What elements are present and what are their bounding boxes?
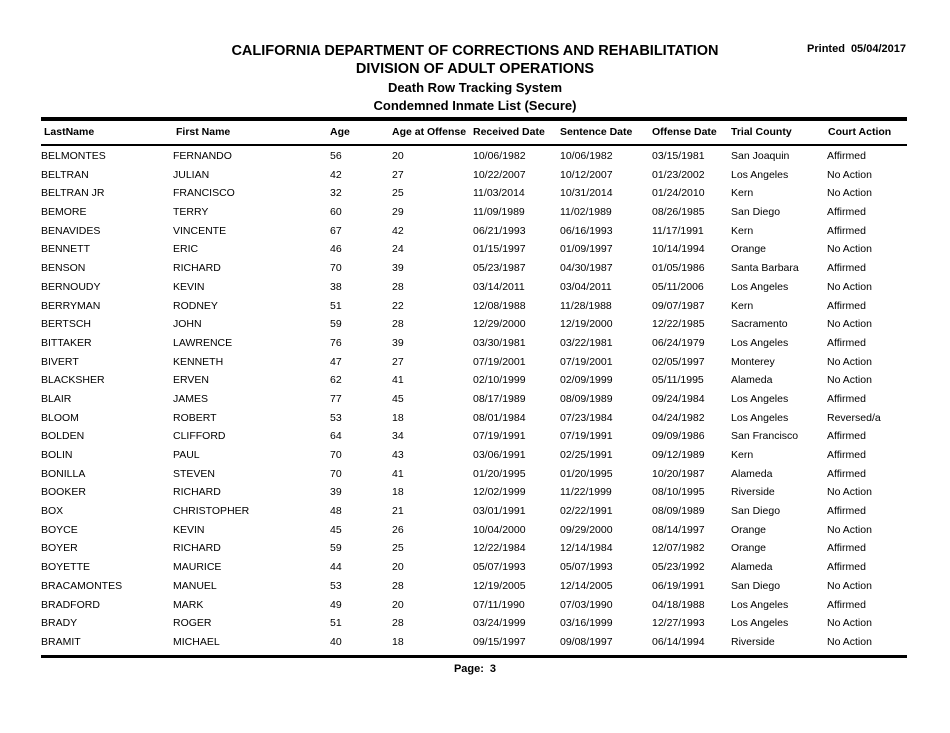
page-number-value: 3 — [489, 663, 497, 675]
table-row — [0, 167, 950, 186]
cell-age: 51 — [330, 617, 342, 630]
cell-received-date: 05/07/1993 — [473, 561, 526, 574]
cell-offense-date: 12/22/1985 — [652, 318, 705, 331]
cell-court-action: Affirmed — [827, 150, 866, 162]
cell-age: 67 — [330, 224, 342, 237]
cell-received-date: 12/22/1984 — [473, 542, 526, 555]
cell-court-action: Affirmed — [827, 561, 866, 574]
cell-first-name: RICHARD — [173, 542, 221, 555]
cell-first-name: ROGER — [173, 617, 212, 630]
cell-age-at-offense: 25 — [392, 542, 404, 555]
cell-age: 40 — [330, 635, 342, 648]
cell-offense-date: 08/14/1997 — [652, 523, 705, 536]
cell-age-at-offense: 18 — [392, 635, 404, 648]
cell-last-name: BLACKSHER — [41, 374, 105, 387]
cell-age-at-offense: 27 — [392, 168, 404, 181]
table-row — [0, 279, 950, 298]
cell-age-at-offense: 26 — [392, 523, 404, 536]
cell-trial-county: San Diego — [731, 206, 781, 219]
table-row — [0, 634, 950, 653]
column-header-trial-county: Trial County — [731, 126, 792, 138]
cell-last-name: BRACAMONTES — [41, 579, 123, 592]
cell-last-name: BERTSCH — [41, 318, 91, 331]
cell-last-name: BERRYMAN — [41, 299, 101, 312]
cell-age-at-offense: 25 — [392, 187, 404, 200]
cell-first-name: CHRISTOPHER — [173, 505, 250, 518]
cell-sentence-date: 05/07/1993 — [560, 561, 613, 574]
cell-court-action: Affirmed — [827, 336, 866, 349]
cell-first-name: KEVIN — [173, 523, 205, 536]
cell-offense-date: 09/09/1986 — [652, 430, 705, 443]
cell-last-name: BOOKER — [41, 486, 86, 499]
cell-sentence-date: 01/20/1995 — [560, 467, 613, 480]
report-name: Condemned Inmate List (Secure) — [373, 98, 577, 113]
table-row — [0, 148, 950, 167]
cell-court-action: No Action — [827, 635, 872, 648]
cell-received-date: 03/24/1999 — [473, 617, 526, 630]
cell-age: 51 — [330, 299, 342, 312]
cell-sentence-date: 10/31/2014 — [560, 187, 613, 200]
cell-age: 70 — [330, 449, 342, 461]
cell-sentence-date: 01/09/1997 — [560, 243, 613, 256]
cell-age: 38 — [330, 280, 342, 293]
cell-offense-date: 09/07/1987 — [652, 299, 705, 312]
cell-offense-date: 08/26/1985 — [652, 206, 705, 219]
table-row — [0, 503, 950, 522]
cell-age-at-offense: 29 — [392, 206, 404, 219]
cell-offense-date: 12/27/1993 — [652, 617, 705, 630]
cell-age-at-offense: 21 — [392, 505, 404, 518]
cell-age: 44 — [330, 561, 342, 574]
cell-received-date: 12/19/2005 — [473, 579, 526, 592]
cell-received-date: 06/21/1993 — [473, 224, 526, 237]
cell-received-date: 02/10/1999 — [473, 374, 526, 387]
cell-age: 39 — [330, 486, 342, 499]
cell-court-action: No Action — [827, 617, 872, 630]
cell-sentence-date: 07/19/1991 — [560, 430, 613, 443]
cell-received-date: 03/14/2011 — [473, 280, 525, 293]
cell-trial-county: Riverside — [731, 635, 775, 648]
cell-offense-date: 02/05/1997 — [652, 355, 705, 368]
cell-court-action: Affirmed — [827, 598, 866, 611]
cell-age-at-offense: 27 — [392, 355, 404, 368]
cell-sentence-date: 08/09/1989 — [560, 392, 613, 405]
column-header-sentence-date: Sentence Date — [560, 126, 633, 138]
cell-last-name: BENAVIDES — [41, 224, 101, 237]
cell-trial-county: Kern — [731, 187, 754, 200]
cell-sentence-date: 12/19/2000 — [560, 318, 613, 331]
cell-court-action: Affirmed — [827, 505, 866, 518]
cell-court-action: Affirmed — [827, 206, 866, 219]
cell-court-action: Affirmed — [827, 449, 866, 461]
cell-age-at-offense: 28 — [392, 579, 404, 592]
cell-court-action: No Action — [827, 187, 872, 200]
cell-received-date: 01/20/1995 — [473, 467, 526, 480]
cell-age-at-offense: 20 — [392, 561, 404, 574]
cell-last-name: BENSON — [41, 262, 86, 275]
cell-last-name: BRADY — [41, 617, 78, 630]
cell-court-action: No Action — [827, 374, 872, 387]
inmate-table-body — [0, 148, 950, 653]
cell-age-at-offense: 41 — [392, 467, 404, 480]
cell-age: 59 — [330, 542, 342, 555]
cell-received-date: 10/04/2000 — [473, 523, 526, 536]
cell-received-date: 10/06/1982 — [473, 150, 526, 162]
cell-first-name: STEVEN — [173, 467, 216, 480]
cell-court-action: Affirmed — [827, 542, 866, 555]
cell-first-name: RICHARD — [173, 262, 221, 275]
cell-offense-date: 05/11/1995 — [652, 374, 704, 387]
table-row — [0, 410, 950, 429]
cell-last-name: BERNOUDY — [41, 280, 101, 293]
cell-age-at-offense: 22 — [392, 299, 404, 312]
cell-age: 45 — [330, 523, 342, 536]
cell-age-at-offense: 20 — [392, 598, 404, 611]
cell-trial-county: Riverside — [731, 486, 775, 499]
cell-age: 64 — [330, 430, 342, 443]
cell-last-name: BOYER — [41, 542, 78, 555]
cell-first-name: JAMES — [173, 392, 209, 405]
cell-last-name: BELTRAN JR — [41, 187, 105, 200]
report-title-department: CALIFORNIA DEPARTMENT OF CORRECTIONS AND REHABILITATION — [231, 43, 719, 59]
cell-sentence-date: 10/12/2007 — [560, 168, 613, 181]
cell-court-action: Affirmed — [827, 467, 866, 480]
cell-age: 46 — [330, 243, 342, 256]
cell-offense-date: 08/09/1989 — [652, 505, 705, 518]
cell-first-name: RICHARD — [173, 486, 221, 499]
cell-first-name: FERNANDO — [173, 150, 232, 162]
cell-age-at-offense: 43 — [392, 449, 404, 461]
cell-offense-date: 06/24/1979 — [652, 336, 705, 349]
cell-received-date: 09/15/1997 — [473, 635, 526, 648]
page-label: Page: — [453, 663, 484, 675]
cell-offense-date: 01/23/2002 — [652, 168, 705, 181]
column-header-offense-date: Offense Date — [652, 126, 717, 138]
cell-age-at-offense: 41 — [392, 374, 404, 387]
cell-sentence-date: 02/09/1999 — [560, 374, 613, 387]
cell-last-name: BEMORE — [41, 206, 87, 219]
cell-trial-county: Orange — [731, 523, 767, 536]
cell-age-at-offense: 39 — [392, 336, 404, 349]
cell-age: 62 — [330, 374, 342, 387]
cell-last-name: BONILLA — [41, 467, 86, 480]
cell-sentence-date: 07/23/1984 — [560, 411, 613, 424]
cell-age-at-offense: 20 — [392, 150, 404, 162]
cell-trial-county: Los Angeles — [731, 336, 789, 349]
cell-age: 48 — [330, 505, 342, 518]
cell-age: 47 — [330, 355, 342, 368]
cell-age-at-offense: 28 — [392, 280, 404, 293]
cell-received-date: 05/23/1987 — [473, 262, 526, 275]
cell-first-name: ERIC — [173, 243, 199, 256]
cell-sentence-date: 04/30/1987 — [560, 262, 613, 275]
cell-trial-county: Monterey — [731, 355, 775, 368]
cell-sentence-date: 03/22/1981 — [560, 336, 613, 349]
cell-offense-date: 05/11/2006 — [652, 280, 704, 293]
report-title-division: DIVISION OF ADULT OPERATIONS — [355, 61, 595, 77]
cell-received-date: 03/01/1991 — [473, 505, 526, 518]
cell-offense-date: 10/20/1987 — [652, 467, 705, 480]
cell-court-action: Affirmed — [827, 262, 866, 275]
table-row — [0, 522, 950, 541]
cell-age: 70 — [330, 262, 342, 275]
cell-first-name: TERRY — [173, 206, 209, 219]
page-number — [0, 663, 950, 675]
cell-age: 76 — [330, 336, 342, 349]
report-system-name: Death Row Tracking System — [387, 80, 563, 95]
cell-court-action: Affirmed — [827, 430, 866, 443]
cell-court-action: No Action — [827, 355, 872, 368]
cell-received-date: 11/03/2014 — [473, 187, 525, 200]
cell-received-date: 12/02/1999 — [473, 486, 526, 499]
cell-trial-county: Kern — [731, 449, 754, 461]
cell-last-name: BELMONTES — [41, 150, 106, 162]
cell-sentence-date: 09/29/2000 — [560, 523, 613, 536]
cell-sentence-date: 11/28/1988 — [560, 299, 612, 312]
cell-court-action: Reversed/a — [827, 411, 881, 424]
cell-received-date: 03/06/1991 — [473, 449, 526, 461]
cell-first-name: MANUEL — [173, 579, 217, 592]
cell-sentence-date: 07/03/1990 — [560, 598, 613, 611]
table-row — [0, 428, 950, 447]
table-row — [0, 578, 950, 597]
table-row — [0, 466, 950, 485]
header-rule-top — [41, 117, 907, 121]
cell-received-date: 03/30/1981 — [473, 336, 526, 349]
cell-trial-county: San Joaquin — [731, 150, 790, 162]
table-rule-bottom — [41, 655, 907, 658]
cell-first-name: LAWRENCE — [173, 336, 233, 349]
cell-age-at-offense: 42 — [392, 224, 404, 237]
table-row — [0, 597, 950, 616]
cell-first-name: MARK — [173, 598, 204, 611]
cell-offense-date: 01/24/2010 — [652, 187, 705, 200]
column-header-court-action: Court Action — [828, 126, 892, 138]
header-rule-bottom — [41, 144, 907, 146]
table-row — [0, 260, 950, 279]
table-row — [0, 372, 950, 391]
cell-offense-date: 04/18/1988 — [652, 598, 705, 611]
cell-trial-county: Alameda — [731, 374, 773, 387]
table-row — [0, 335, 950, 354]
cell-age: 77 — [330, 392, 342, 405]
cell-offense-date: 05/23/1992 — [652, 561, 705, 574]
cell-last-name: BLAIR — [41, 392, 72, 405]
cell-first-name: JOHN — [173, 318, 202, 331]
table-row — [0, 298, 950, 317]
printed-stamp — [807, 43, 906, 55]
cell-age: 53 — [330, 411, 342, 424]
cell-received-date: 12/08/1988 — [473, 299, 526, 312]
cell-first-name: CLIFFORD — [173, 430, 226, 443]
cell-sentence-date: 02/22/1991 — [560, 505, 613, 518]
cell-first-name: VINCENTE — [173, 224, 227, 237]
cell-trial-county: Los Angeles — [731, 411, 789, 424]
cell-age-at-offense: 28 — [392, 318, 404, 331]
cell-sentence-date: 03/16/1999 — [560, 617, 613, 630]
table-header-row — [0, 126, 950, 140]
cell-received-date: 08/17/1989 — [473, 392, 526, 405]
cell-offense-date: 08/10/1995 — [652, 486, 705, 499]
column-header-age: Age — [330, 126, 350, 138]
cell-sentence-date: 10/06/1982 — [560, 150, 613, 162]
cell-last-name: BLOOM — [41, 411, 79, 424]
cell-last-name: BRAMIT — [41, 635, 81, 648]
cell-sentence-date: 03/04/2011 — [560, 280, 612, 293]
column-header-age-at-offense: Age at Offense — [392, 126, 467, 138]
table-row — [0, 185, 950, 204]
cell-age: 42 — [330, 168, 342, 181]
cell-offense-date: 11/17/1991 — [652, 224, 704, 237]
cell-offense-date: 06/19/1991 — [652, 579, 705, 592]
cell-sentence-date: 09/08/1997 — [560, 635, 613, 648]
cell-court-action: No Action — [827, 168, 872, 181]
cell-sentence-date: 12/14/1984 — [560, 542, 613, 555]
cell-court-action: No Action — [827, 523, 872, 536]
cell-trial-county: Orange — [731, 542, 767, 555]
cell-court-action: Affirmed — [827, 392, 866, 405]
column-header-first-name: First Name — [176, 126, 231, 138]
cell-age: 49 — [330, 598, 342, 611]
cell-first-name: JULIAN — [173, 168, 210, 181]
cell-first-name: RODNEY — [173, 299, 218, 312]
cell-sentence-date: 12/14/2005 — [560, 579, 613, 592]
cell-first-name: FRANCISCO — [173, 187, 235, 200]
table-row — [0, 354, 950, 373]
cell-last-name: BOLDEN — [41, 430, 85, 443]
cell-offense-date: 09/24/1984 — [652, 392, 705, 405]
cell-last-name: BOYETTE — [41, 561, 91, 574]
table-row — [0, 391, 950, 410]
cell-sentence-date: 06/16/1993 — [560, 224, 613, 237]
cell-first-name: MAURICE — [173, 561, 222, 574]
cell-trial-county: Sacramento — [731, 318, 788, 331]
cell-received-date: 07/11/1990 — [473, 598, 525, 611]
cell-last-name: BOLIN — [41, 449, 73, 461]
cell-trial-county: Alameda — [731, 467, 773, 480]
cell-age-at-offense: 28 — [392, 617, 404, 630]
table-row — [0, 559, 950, 578]
cell-trial-county: Los Angeles — [731, 617, 789, 630]
cell-last-name: BITTAKER — [41, 336, 92, 349]
cell-age-at-offense: 24 — [392, 243, 404, 256]
cell-last-name: BOYCE — [41, 523, 78, 536]
cell-first-name: ROBERT — [173, 411, 217, 424]
cell-trial-county: Los Angeles — [731, 280, 789, 293]
column-header-lastname: LastName — [44, 126, 95, 138]
cell-trial-county: Los Angeles — [731, 168, 789, 181]
cell-age: 70 — [330, 467, 342, 480]
cell-last-name: BELTRAN — [41, 168, 89, 181]
cell-age: 53 — [330, 579, 342, 592]
cell-received-date: 07/19/2001 — [473, 355, 526, 368]
cell-trial-county: Santa Barbara — [731, 262, 799, 275]
cell-received-date: 01/15/1997 — [473, 243, 526, 256]
cell-trial-county: Los Angeles — [731, 598, 789, 611]
cell-last-name: BOX — [41, 505, 64, 518]
table-row — [0, 241, 950, 260]
cell-first-name: PAUL — [173, 449, 200, 461]
cell-trial-county: Los Angeles — [731, 392, 789, 405]
cell-offense-date: 04/24/1982 — [652, 411, 705, 424]
cell-age-at-offense: 18 — [392, 486, 404, 499]
cell-first-name: ERVEN — [173, 374, 209, 387]
cell-sentence-date: 07/19/2001 — [560, 355, 613, 368]
cell-age: 56 — [330, 150, 342, 162]
cell-last-name: BRADFORD — [41, 598, 100, 611]
cell-received-date: 11/09/1989 — [473, 206, 525, 219]
cell-first-name: KEVIN — [173, 280, 205, 293]
table-row — [0, 540, 950, 559]
cell-first-name: KENNETH — [173, 355, 224, 368]
table-row — [0, 484, 950, 503]
cell-age-at-offense: 18 — [392, 411, 404, 424]
cell-received-date: 10/22/2007 — [473, 168, 526, 181]
table-row — [0, 204, 950, 223]
cell-trial-county: Kern — [731, 224, 754, 237]
cell-age-at-offense: 39 — [392, 262, 404, 275]
cell-court-action: No Action — [827, 280, 872, 293]
cell-age: 60 — [330, 206, 342, 219]
table-row — [0, 223, 950, 242]
printed-date: 05/04/2017 — [850, 43, 906, 55]
cell-sentence-date: 11/02/1989 — [560, 206, 612, 219]
cell-first-name: MICHAEL — [173, 635, 220, 648]
cell-trial-county: San Diego — [731, 579, 781, 592]
cell-age: 32 — [330, 187, 342, 200]
cell-trial-county: San Francisco — [731, 430, 799, 443]
cell-trial-county: Kern — [731, 299, 754, 312]
cell-received-date: 07/19/1991 — [473, 430, 526, 443]
cell-court-action: No Action — [827, 486, 872, 499]
cell-offense-date: 09/12/1989 — [652, 449, 705, 461]
table-row — [0, 615, 950, 634]
printed-label: Printed — [807, 43, 845, 55]
cell-age: 59 — [330, 318, 342, 331]
cell-age-at-offense: 45 — [392, 392, 404, 405]
column-header-received-date: Received Date — [473, 126, 545, 138]
cell-trial-county: Orange — [731, 243, 767, 256]
cell-offense-date: 06/14/1994 — [652, 635, 705, 648]
cell-last-name: BENNETT — [41, 243, 91, 256]
cell-offense-date: 10/14/1994 — [652, 243, 705, 256]
cell-offense-date: 01/05/1986 — [652, 262, 705, 275]
table-row — [0, 316, 950, 335]
cell-court-action: No Action — [827, 318, 872, 331]
cell-court-action: Affirmed — [827, 299, 866, 312]
cell-court-action: Affirmed — [827, 224, 866, 237]
cell-sentence-date: 02/25/1991 — [560, 449, 613, 461]
cell-court-action: No Action — [827, 579, 872, 592]
cell-received-date: 08/01/1984 — [473, 411, 526, 424]
cell-trial-county: Alameda — [731, 561, 773, 574]
cell-age-at-offense: 34 — [392, 430, 404, 443]
cell-offense-date: 12/07/1982 — [652, 542, 705, 555]
cell-court-action: No Action — [827, 243, 872, 256]
cell-offense-date: 03/15/1981 — [652, 150, 705, 162]
table-row — [0, 447, 950, 466]
cell-trial-county: San Diego — [731, 505, 781, 518]
cell-received-date: 12/29/2000 — [473, 318, 526, 331]
cell-last-name: BIVERT — [41, 355, 79, 368]
cell-sentence-date: 11/22/1999 — [560, 486, 612, 499]
